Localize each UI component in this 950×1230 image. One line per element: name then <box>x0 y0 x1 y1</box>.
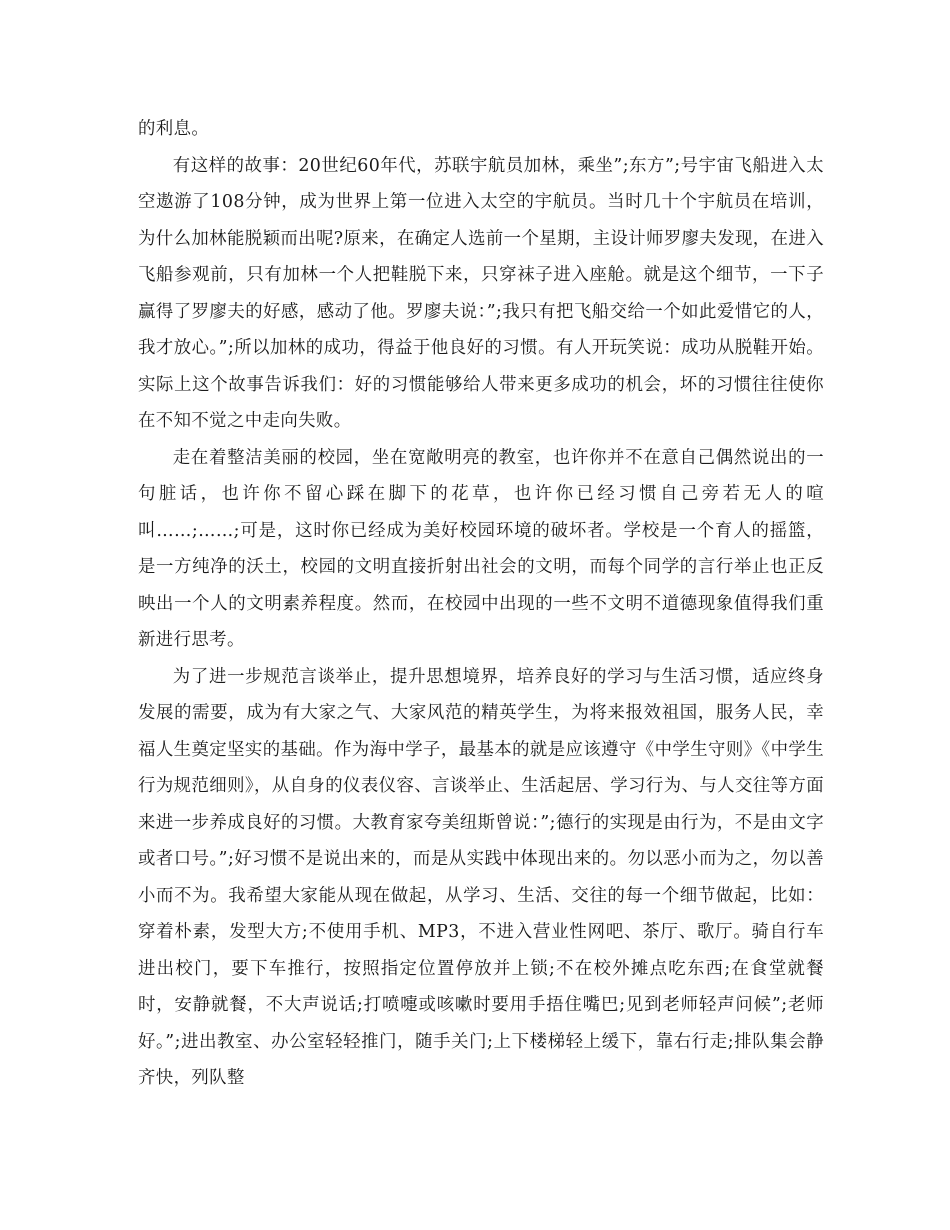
paragraph-good-habits: 为了进一步规范言谈举止，提升思想境界，培养良好的学习与生活习惯，适应终身发展的需要，成为有大家之气、大家风范的精英学生，为将来报效祖国，服务人民，幸福人生奠定坚实的基础。作为海中学子，最基本的就是应该遵守《中学生守则》《中学生行为规范细则》，从自身的仪表仪容、言谈举止、生活起居、学习行为、与人交往等方面来进一步养成良好的习惯。大教育家夸美纽斯曾说：”;德行的实现是由行为，不是由文字或者口号。”;好习惯不是说出来的，而是从实践中体现出来的。勿以恶小而为之，勿以善小而不为。我希望大家能从现在做起，从学习、生活、交往的每一个细节做起，比如：穿着朴素，发型大方;不使用手机、MP3，不进入营业性网吧、茶厅、歌厅。骑自行车进出校门，要下车推行，按照指定位置停放并上锁;不在校外摊点吃东西;在食堂就餐时，安静就餐，不大声说话;打喷嚏或咳嗽时要用手捂住嘴巴;见到老师轻声问候”;老师好。”;进出教室、办公室轻轻推门，随手关门;上下楼梯轻上缓下，靠右行走;排队集会静齐快，列队整 <box>138 666 824 1088</box>
paragraph-campus-civility: 走在着整洁美丽的校园，坐在宽敞明亮的教室，也许你并不在意自己偶然说出的一句脏话，也许你不留心踩在脚下的花草，也许你已经习惯自己旁若无人的喧叫……;……;可是，这时你已经成为美好校园环境的破坏者。学校是一个育人的摇篮，是一方纯净的沃土，校园的文明直接折射出社会的文明，而每个同学的言行举止也正反映出一个人的文明素养程度。然而，在校园中出现的一些不文明不道德现象值得我们重新进行思考。 <box>138 447 824 650</box>
document-body <box>138 111 824 1097</box>
paragraph-gagarin-story: 有这样的故事：20世纪60年代，苏联宇航员加林，乘坐”;东方”;号宇宙飞船进入太空遨游了108分钟，成为世界上第一位进入太空的宇航员。当时几十个宇航员在培训，为什么加林能脱颖而出呢?原来，在确定人选前一个星期，主设计师罗廖夫发现，在进入飞船参观前，只有加林一个人把鞋脱下来，只穿袜子进入座舱。就是这个细节，一下子赢得了罗廖夫的好感，感动了他。罗廖夫说：”;我只有把飞船交给一个如此爱惜它的人，我才放心。”;所以加林的成功，得益于他良好的习惯。有人开玩笑说：成功从脱鞋开始。实际上这个故事告诉我们：好的习惯能够给人带来更多成功的机会，坏的习惯往往使你在不知不觉之中走向失败。 <box>138 155 824 431</box>
paragraph-continuation: 的利息。 <box>138 119 210 139</box>
